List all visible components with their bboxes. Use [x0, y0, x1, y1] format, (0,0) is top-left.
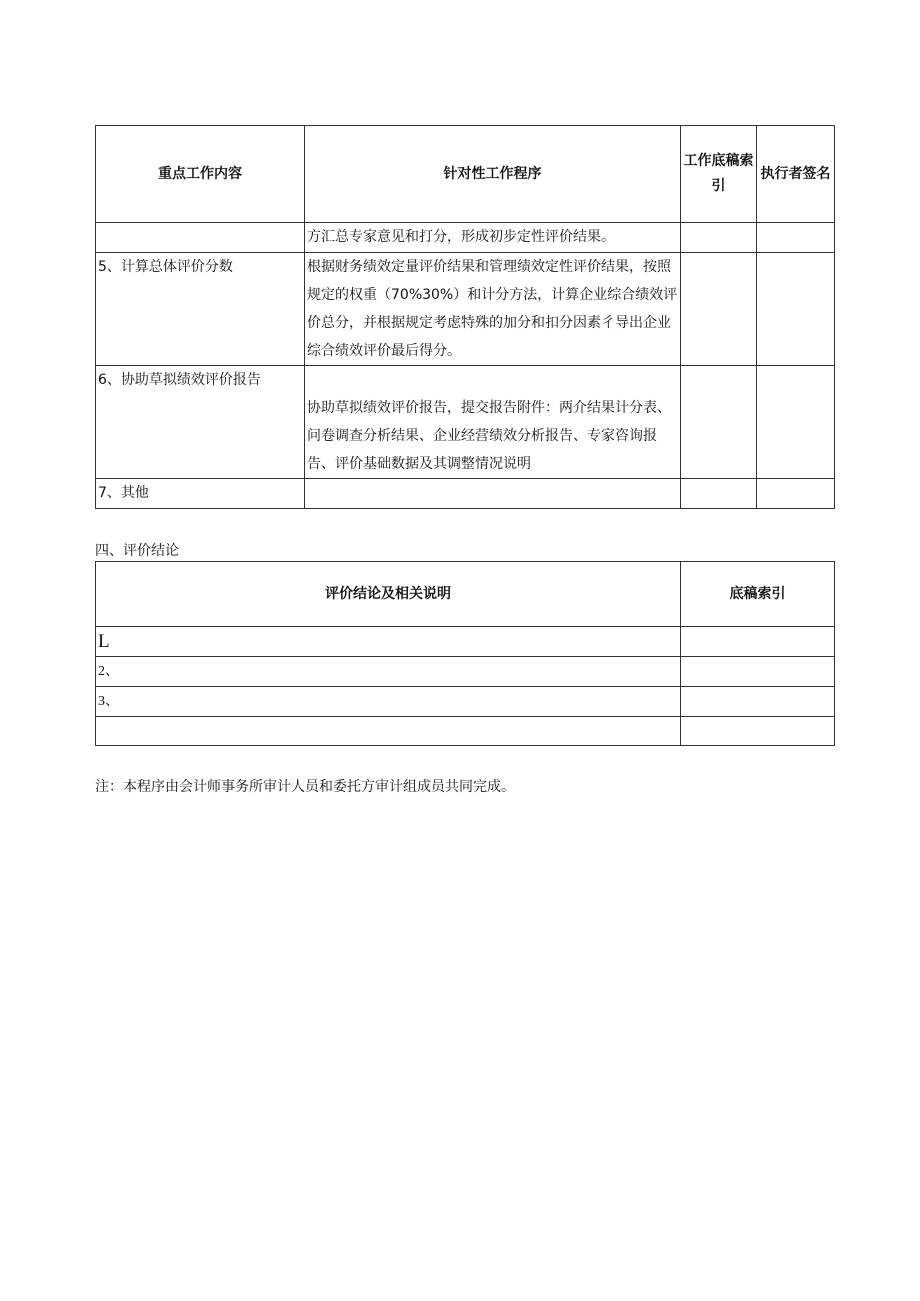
row-index-cell[interactable]	[681, 366, 757, 479]
header-procedure: 针对性工作程序	[305, 126, 681, 223]
conclusion-table	[95, 561, 835, 746]
header-description: 评价结论及相关说明	[96, 562, 681, 627]
header-index: 工作底稿索引	[681, 126, 757, 223]
row-content: 6、协助草拟绩效评价报告	[96, 366, 305, 479]
row-procedure: 方汇总专家意见和打分，形成初步定性评价结果。	[305, 223, 681, 253]
conclusion-index-cell[interactable]	[681, 717, 835, 746]
row-procedure	[305, 479, 681, 509]
section-title: 四、评价结论	[95, 543, 179, 559]
header-index: 底稿索引	[681, 562, 835, 627]
conclusion-index-cell[interactable]	[681, 627, 835, 657]
row-content	[96, 223, 305, 253]
conclusion-index-cell[interactable]	[681, 687, 835, 717]
table-row	[96, 687, 835, 717]
table-row	[96, 657, 835, 687]
table-row	[96, 717, 835, 746]
row-signer-cell[interactable]	[757, 253, 835, 366]
table-row	[96, 627, 835, 657]
conclusion-item[interactable]	[96, 717, 681, 746]
row-signer-cell[interactable]	[757, 479, 835, 509]
row-content: 5、计算总体评价分数	[96, 253, 305, 366]
footnote: 注：本程序由会计师事务所审计人员和委托方审计组成员共同完成。	[95, 779, 515, 795]
table-row	[96, 223, 835, 253]
conclusion-item[interactable]: L	[96, 627, 681, 657]
row-index-cell[interactable]	[681, 253, 757, 366]
table-header-row	[96, 562, 835, 627]
row-procedure: 根据财务绩效定量评价结果和管理绩效定性评价结果，按照规定的权重（70%30%）和计分方法，计算企业综合绩效评价总分，并根据规定考虑特殊的加分和扣分因素彳导出企业综合绩效评价最后得分。	[305, 253, 681, 366]
work-procedure-table	[95, 125, 835, 509]
table-row	[96, 479, 835, 509]
header-signer: 执行者签名	[757, 126, 835, 223]
row-signer-cell[interactable]	[757, 223, 835, 253]
table-header-row	[96, 126, 835, 223]
row-index-cell[interactable]	[681, 223, 757, 253]
row-signer-cell[interactable]	[757, 366, 835, 479]
table-row	[96, 366, 835, 479]
conclusion-item[interactable]: 2、	[96, 657, 681, 687]
row-procedure: 协助草拟绩效评价报告，提交报告附件：两介结果计分表、问卷调查分析结果、企业经营绩效分析报告、专家咨询报告、评价基础数据及其调整情况说明	[305, 366, 681, 479]
row-index-cell[interactable]	[681, 479, 757, 509]
conclusion-index-cell[interactable]	[681, 657, 835, 687]
table-row	[96, 253, 835, 366]
conclusion-item[interactable]: 3、	[96, 687, 681, 717]
row-content: 7、其他	[96, 479, 305, 509]
header-content: 重点工作内容	[96, 126, 305, 223]
